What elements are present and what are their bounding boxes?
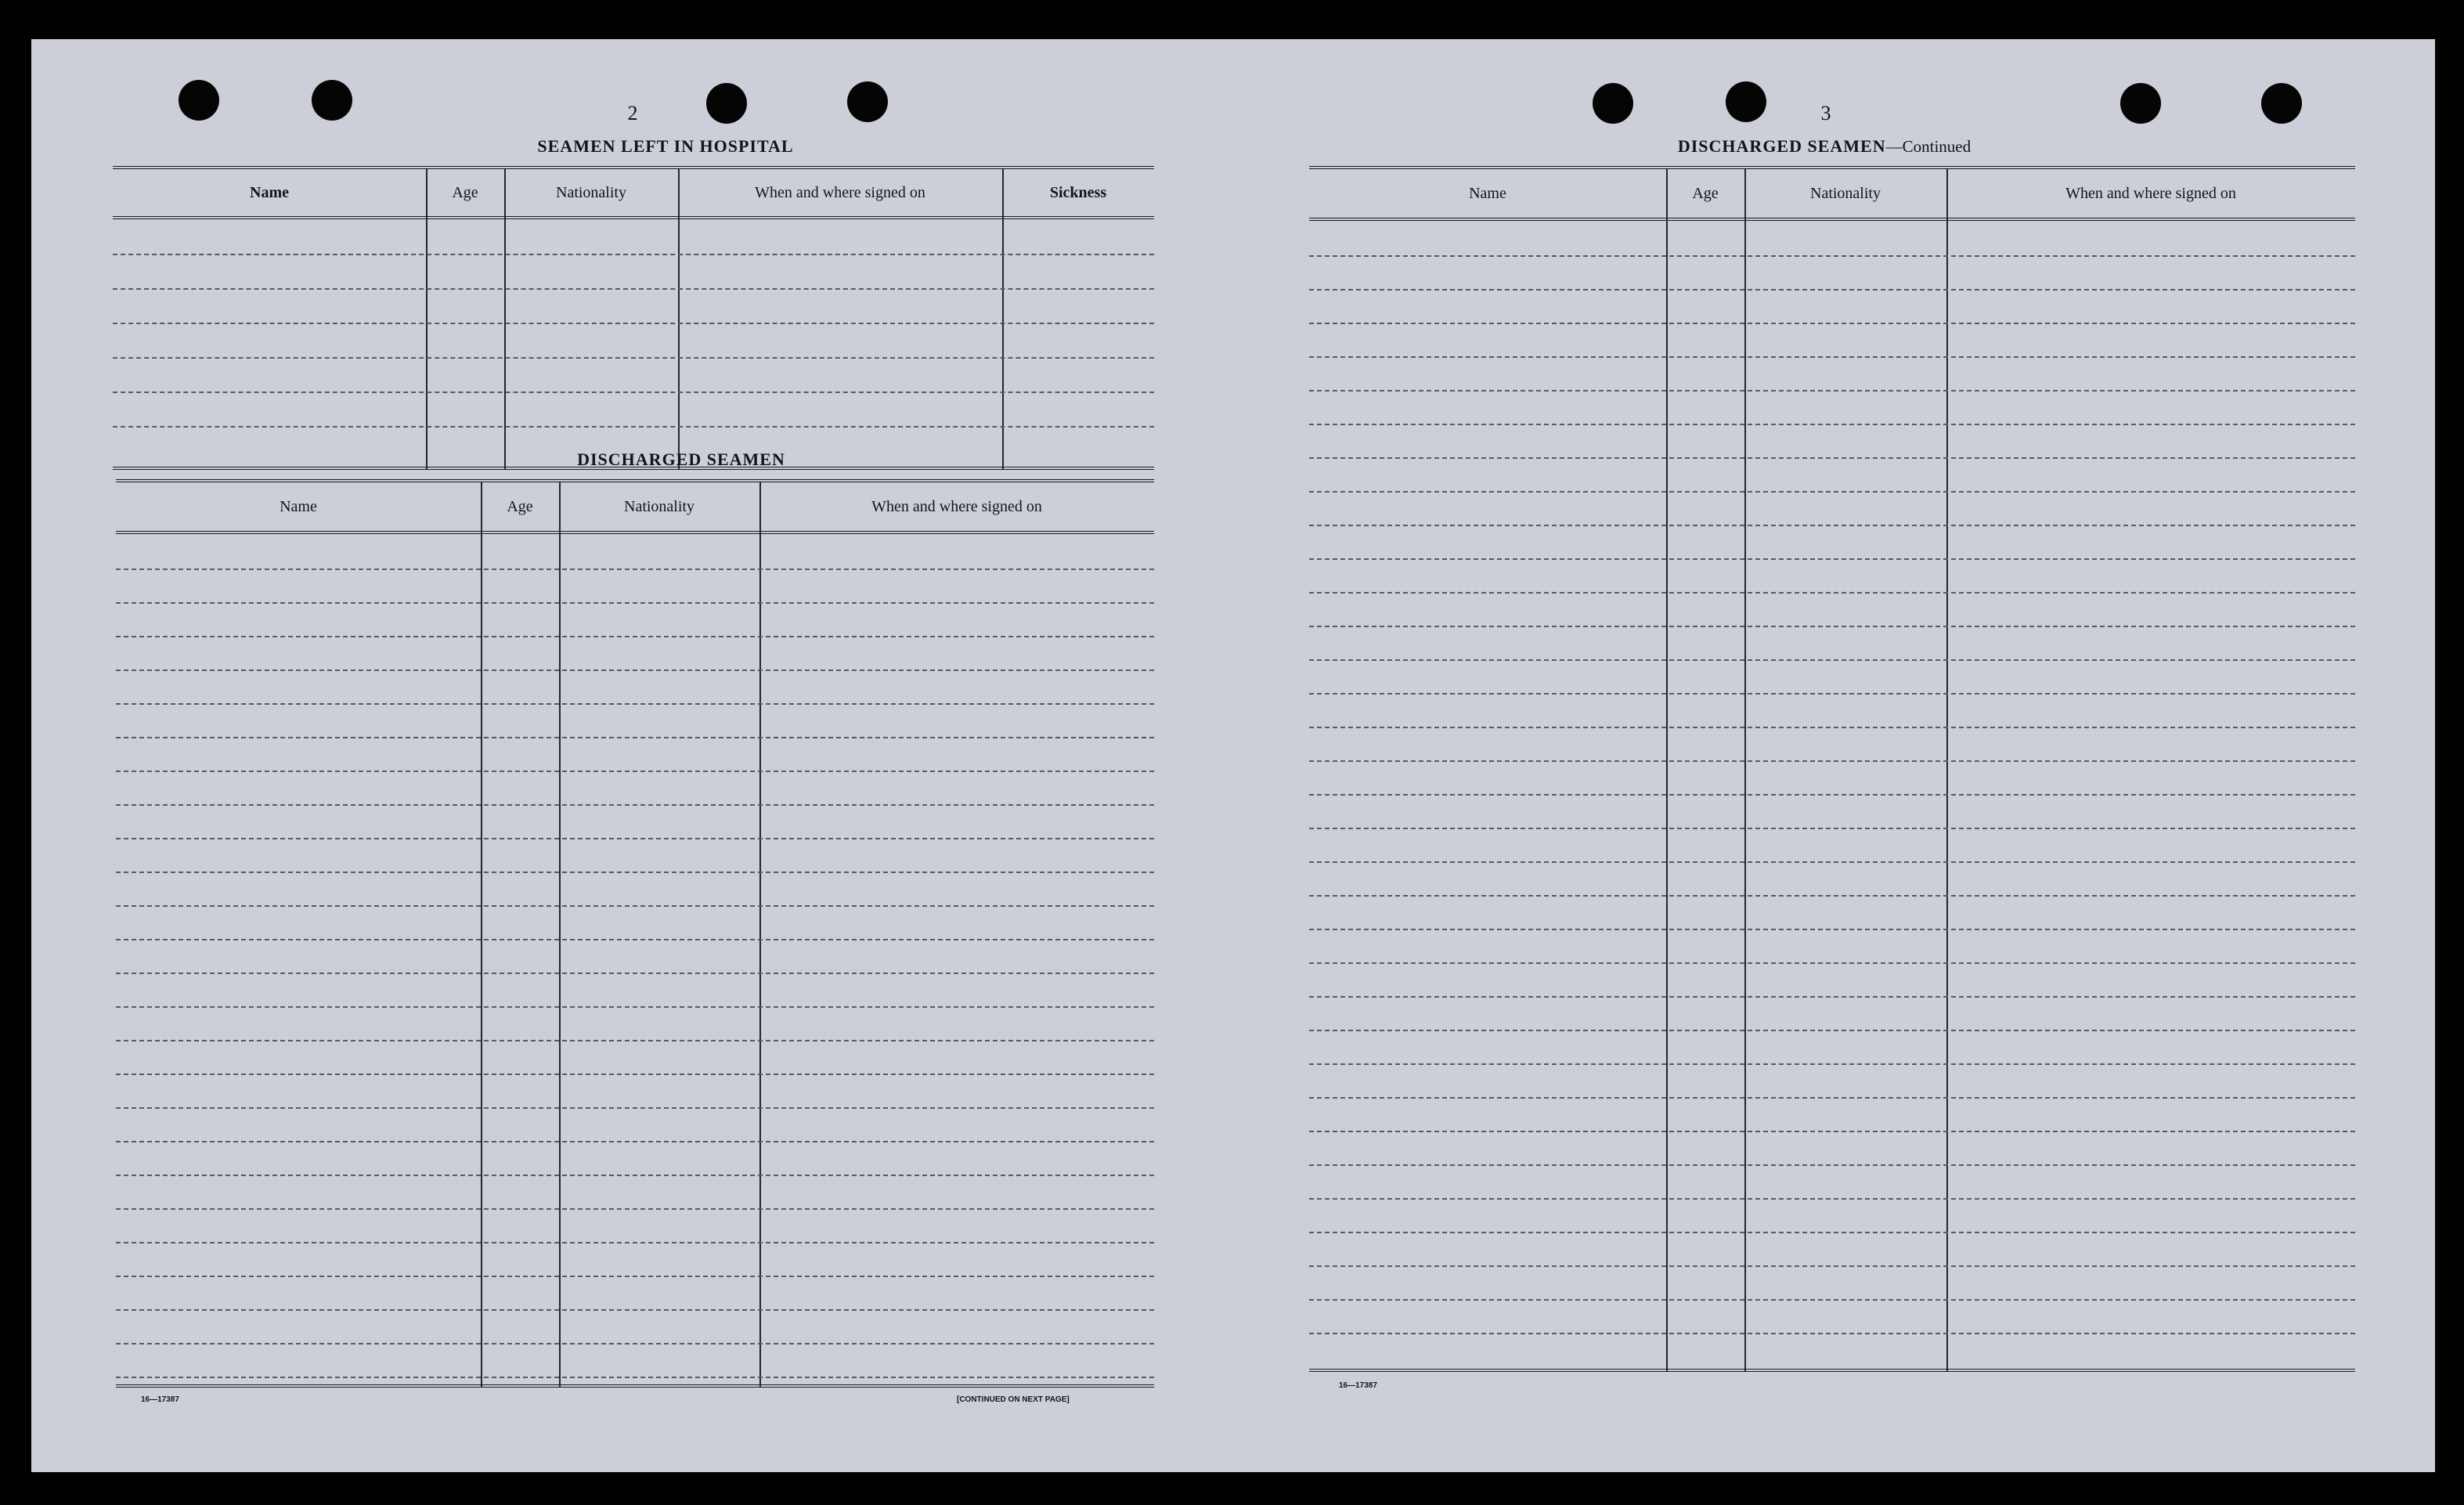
column-divider xyxy=(1666,169,1668,1372)
punch-hole-icon xyxy=(2261,83,2302,124)
column-header-signed-on: When and where signed on xyxy=(871,497,1042,515)
entry-line xyxy=(1309,828,2355,829)
column-divider xyxy=(678,169,680,470)
column-header-age: Age xyxy=(1692,184,1719,202)
page-number-left: 2 xyxy=(627,102,638,125)
entry-line xyxy=(113,288,1154,290)
column-header-name: Name xyxy=(280,497,317,515)
entry-line xyxy=(1309,558,2355,560)
entry-line xyxy=(1309,255,2355,257)
entry-line xyxy=(1309,356,2355,358)
ledger-sheet xyxy=(31,39,2435,1472)
column-header-name: Name xyxy=(1469,184,1506,202)
column-header-name: Name xyxy=(250,183,289,201)
column-divider xyxy=(426,169,428,470)
punch-hole-icon xyxy=(179,80,219,121)
entry-line xyxy=(113,323,1154,324)
entry-line xyxy=(1309,996,2355,998)
column-header-signed-on: When and where signed on xyxy=(2065,184,2236,202)
entry-line xyxy=(1309,457,2355,459)
entry-line xyxy=(116,771,1154,772)
column-divider xyxy=(1002,169,1004,470)
entry-line xyxy=(1309,1333,2355,1334)
entry-line xyxy=(116,1377,1154,1378)
entry-line xyxy=(113,254,1154,255)
entry-line xyxy=(1309,929,2355,930)
form-code-left: 16—17387 xyxy=(141,1395,179,1404)
entry-line xyxy=(1309,1097,2355,1099)
entry-line xyxy=(116,1175,1154,1176)
entry-line xyxy=(116,636,1154,637)
form-code-right: 16—17387 xyxy=(1339,1381,1377,1390)
entry-line xyxy=(1309,1030,2355,1031)
discharged-continued-title-main: DISCHARGED SEAMEN xyxy=(1677,136,1886,156)
punch-hole-icon xyxy=(1593,83,1633,124)
entry-line xyxy=(1309,962,2355,964)
entry-line xyxy=(116,838,1154,839)
punch-hole-icon xyxy=(1726,81,1766,122)
entry-line xyxy=(1309,424,2355,425)
continued-note: [CONTINUED ON NEXT PAGE] xyxy=(957,1395,1070,1404)
column-divider xyxy=(1946,169,1948,1372)
column-divider xyxy=(481,482,482,1388)
entry-line xyxy=(1309,727,2355,728)
entry-line xyxy=(116,1141,1154,1142)
punch-hole-icon xyxy=(312,80,352,121)
entry-line xyxy=(1309,390,2355,392)
entry-line xyxy=(116,1309,1154,1311)
column-divider xyxy=(504,169,506,470)
column-header-nationality: Nationality xyxy=(1810,184,1881,202)
entry-line xyxy=(116,1343,1154,1344)
column-divider xyxy=(759,482,761,1388)
header-rule xyxy=(113,216,1154,219)
entry-line xyxy=(116,1208,1154,1210)
discharged-section-title: DISCHARGED SEAMEN xyxy=(577,449,785,469)
column-header-nationality: Nationality xyxy=(556,183,626,201)
entry-line xyxy=(1309,1164,2355,1166)
column-header-nationality: Nationality xyxy=(624,497,694,515)
entry-line xyxy=(116,1006,1154,1008)
column-header-age: Age xyxy=(452,183,478,201)
entry-line xyxy=(1309,626,2355,627)
entry-line xyxy=(116,939,1154,940)
entry-line xyxy=(116,804,1154,806)
entry-line xyxy=(1309,1232,2355,1233)
table-bottom-rule xyxy=(1309,1369,2355,1372)
entry-line xyxy=(116,973,1154,974)
entry-line xyxy=(1309,861,2355,863)
entry-line xyxy=(116,568,1154,570)
entry-line xyxy=(1309,1299,2355,1301)
entry-line xyxy=(116,872,1154,873)
entry-line xyxy=(116,905,1154,907)
entry-line xyxy=(1309,659,2355,661)
discharged-continued-title xyxy=(1605,136,2044,157)
entry-line xyxy=(116,602,1154,604)
entry-line xyxy=(1309,1131,2355,1132)
punch-hole-icon xyxy=(847,81,888,122)
page-number-right: 3 xyxy=(1820,102,1831,125)
column-divider xyxy=(559,482,561,1388)
entry-line xyxy=(113,357,1154,359)
entry-line xyxy=(1309,693,2355,695)
entry-line xyxy=(116,1107,1154,1109)
entry-line xyxy=(116,669,1154,671)
entry-line xyxy=(1309,1198,2355,1200)
entry-line xyxy=(116,1276,1154,1277)
entry-line xyxy=(1309,1063,2355,1065)
discharged-table-left xyxy=(116,479,1154,1388)
entry-line xyxy=(116,1074,1154,1075)
entry-line xyxy=(1309,794,2355,796)
entry-line xyxy=(1309,592,2355,594)
entry-line xyxy=(113,426,1154,428)
column-header-signed-on: When and where signed on xyxy=(755,183,925,201)
entry-line xyxy=(1309,289,2355,291)
header-rule xyxy=(1309,218,2355,221)
entry-line xyxy=(1309,323,2355,324)
punch-hole-icon xyxy=(706,83,747,124)
entry-line xyxy=(116,703,1154,705)
entry-line xyxy=(116,737,1154,738)
entry-line xyxy=(116,1242,1154,1243)
entry-line xyxy=(1309,491,2355,493)
header-rule xyxy=(116,531,1154,534)
entry-line xyxy=(1309,760,2355,762)
hospital-table xyxy=(113,166,1154,470)
column-header-sickness: Sickness xyxy=(1049,183,1107,201)
entry-line xyxy=(116,1040,1154,1041)
entry-line xyxy=(1309,895,2355,897)
entry-line xyxy=(113,392,1154,393)
discharged-table-right xyxy=(1309,166,2355,1372)
discharged-continued-suffix: —Continued xyxy=(1885,137,1972,156)
punch-hole-icon xyxy=(2120,83,2161,124)
entry-line xyxy=(1309,525,2355,526)
hospital-section-title: SEAMEN LEFT IN HOSPITAL xyxy=(537,136,794,156)
entry-line xyxy=(1309,1265,2355,1267)
column-divider xyxy=(1744,169,1746,1372)
column-header-age: Age xyxy=(507,497,533,515)
table-bottom-rule xyxy=(116,1384,1154,1388)
